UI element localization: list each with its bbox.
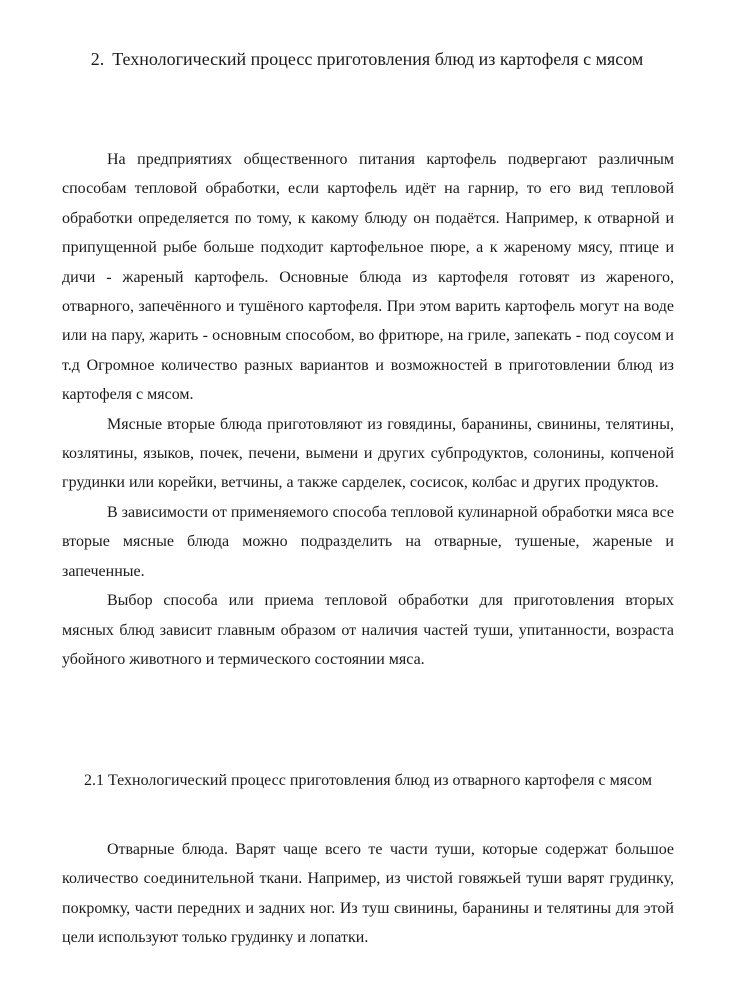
subsection-body — [62, 835, 674, 953]
paragraph: Выбор способа или приема тепловой обработки для приготовления вторых мясных блюд зависит главным образом от наличия частей туши, упитанности, возраста убойного животного и термического состоянии мяса. — [62, 592, 674, 668]
paragraph: На предприятиях общественного питания картофель подвергают различным способам тепловой обработки, если картофель идёт на гарнир, то его вид тепловой обработки определяется по тому, к какому блюду он подаётся. Например, к отварной и припущенной рыбе больше подходит картофельное пюре, а к жареному мясу, птице и дичи - жареный картофель. Основные блюда из картофеля готовят из жареного, отварного, запечённого и тушёного картофеля. При этом варить картофель могут на воде или на пару, жарить - основным способом, во фритюре, на гриле, запекать - под соусом и т.д Огромное количество разных вариантов и возможностей в приготовлении блюд из картофеля с мясом. — [62, 151, 674, 404]
paragraph: В зависимости от применяемого способа тепловой кулинарной обработки мяса все вторые мясные блюда можно подразделить на отварные, тушеные, жареные и запеченные. — [62, 503, 674, 580]
section-title: Технологический процесс приготовления блюд из картофеля с мясом — [112, 49, 644, 69]
paragraph: Мясные вторые блюда приготовляют из говядины, баранины, свинины, телятины, козлятины, языков, почек, печени, вымени и других субпродуктов, солонины, копченой грудинки или корейки, ветчины, а также сарделек, сосисок, колбас и других продуктов. — [62, 415, 674, 492]
section-body — [62, 145, 674, 674]
subsection-heading: 2.1 Технологический процесс приготовления блюд из отварного картофеля с мясом — [83, 772, 653, 789]
paragraph: Отварные блюда. Варят чаще всего те части туши, которые содержат большое количество соединительной ткани. Например, из чистой говяжьей туши варят грудинку, покромку, части передних и задних ног. Из туш свинины, баранины и телятины для этой цели используют только грудинку и лопатки. — [62, 841, 674, 947]
section-number: 2. — [90, 49, 105, 69]
section-heading — [62, 46, 672, 72]
